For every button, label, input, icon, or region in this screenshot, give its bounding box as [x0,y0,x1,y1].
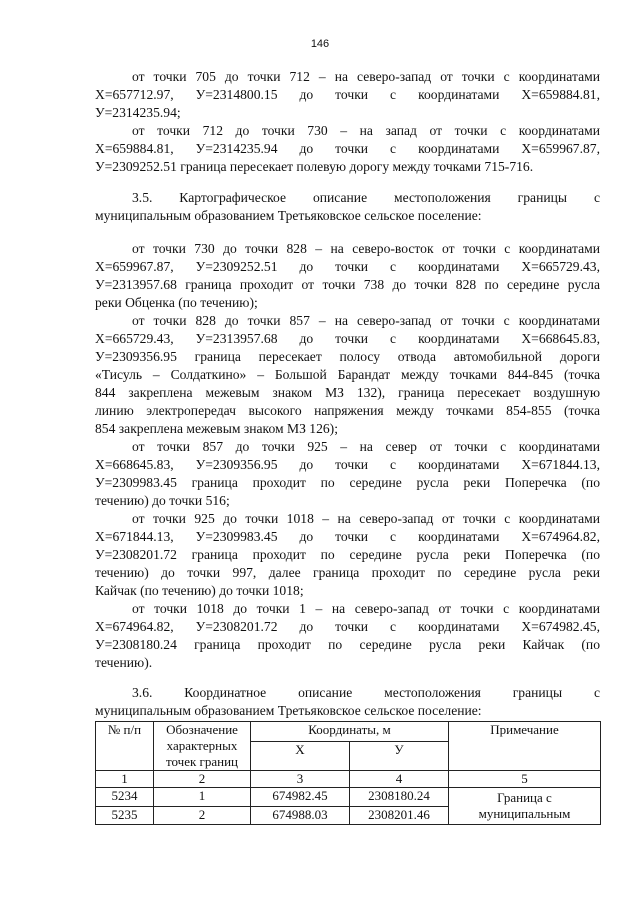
text-line: от точки 925 до точки 1018 – на северо-запад от точки с координатами [132,511,600,526]
col-number: 1 [96,771,154,788]
text-line: течению) до точки 997, далее граница проходит по середине русла реки [95,565,600,580]
text-line: 854 закреплена межевым знаком МЗ 126); [95,421,338,436]
text-line: течению). [95,655,153,670]
text-line: 3.5. Картографическое описание местоположения границы с [132,190,600,205]
cell-y: 2308201.46 [350,806,449,825]
col-number: 2 [154,771,251,788]
table-row [96,788,601,807]
text-line: «Тисуль – Солдаткино» – Большой Барандат между точками 844-845 (точка [95,367,600,382]
text-line: Х=671844.13, У=2309983.45 до точки с координатами Х=674964.82, [95,529,600,544]
text-line: У=2313957.68 граница проходит от точки 738 до точки 828 по середине русла [95,277,600,292]
text-line: Кайчак (по течению) до точки 1018; [95,583,304,598]
header-y: У [350,742,449,771]
col-number: 3 [251,771,350,788]
cell-y: 2308180.24 [350,788,449,807]
header-x: Х [251,742,350,771]
cell-x: 674988.03 [251,806,350,825]
text-line: У=2309983.45 граница проходит по середине русла реки Поперечка (по [95,475,600,490]
text-line: течению) до точки 516; [95,493,230,508]
cell-point: 2 [154,806,251,825]
text-line: муниципальным образованием Третьяковское сельское поселение: [95,703,482,718]
text-line: У=2308201.72 граница проходит по середине русла реки Поперечка (по [95,547,600,562]
text-line: Х=659884.81, У=2314235.94 до точки с координатами Х=659967.87, [95,141,600,156]
cell-num: 5234 [96,788,154,807]
text-line: реки Обценка (по течению); [95,295,258,310]
text-line: от точки 857 до точки 925 – на север от точки с координатами [132,439,600,454]
text-line: Х=665729.43, У=2313957.68 до точки с координатами Х=668645.83, [95,331,600,346]
header-num: № п/п [96,722,154,771]
text-line: Х=657712.97, У=2314800.15 до точки с координатами Х=659884.81, [95,87,600,102]
text-line: У=2314235.94; [95,105,181,120]
cell-point: 1 [154,788,251,807]
text-line: Х=659967.87, У=2309252.51 до точки с координатами Х=665729.43, [95,259,600,274]
text-line: от точки 712 до точки 730 – на запад от точки с координатами [132,123,600,138]
text-line: от точки 828 до точки 857 – на северо-запад от точки с координатами [132,313,600,328]
text-line: от точки 730 до точки 828 – на северо-восток от точки с координатами [132,241,600,256]
text-line: Х=668645.83, У=2309356.95 до точки с координатами Х=671844.13, [95,457,600,472]
text-line: от точки 1018 до точки 1 – на северо-запад от точки с координатами [132,601,600,616]
text-line: линию электропередач высокого напряжения между точками 854-855 (точка [95,403,600,418]
text-line: У=2308180.24 граница проходит по середине русла реки Кайчак (по [95,637,600,652]
text-line: Х=674964.82, У=2308201.72 до точки с координатами Х=674982.45, [95,619,600,634]
text-line: 3.6. Координатное описание местоположения границы с [132,685,600,700]
cell-note: Граница с муниципальным [449,788,601,825]
cell-num: 5235 [96,806,154,825]
header-designation: Обозначение характерных точек границ [154,722,251,771]
col-number: 5 [449,771,601,788]
text-line: У=2309252.51 граница пересекает полевую дорогу между точками 715-716. [95,159,534,174]
page-number: 146 [310,38,330,50]
header-note: Примечание [449,722,601,771]
text-line: муниципальным образованием Третьяковское сельское поселение: [95,208,482,223]
col-number: 4 [350,771,449,788]
text-line: от точки 705 до точки 712 – на северо-запад от точки с координатами [132,69,600,84]
coordinates-table [95,721,601,825]
text-line: У=2309356.95 граница пересекает полосу отвода автомобильной дороги [95,349,600,364]
table-column-number-row [96,771,601,788]
cell-x: 674982.45 [251,788,350,807]
table-header-row [96,722,601,742]
header-coordinates: Координаты, м [251,722,449,742]
text-line: 844 закреплена межевым знаком МЗ 132), граница пересекает воздушную [95,385,600,400]
